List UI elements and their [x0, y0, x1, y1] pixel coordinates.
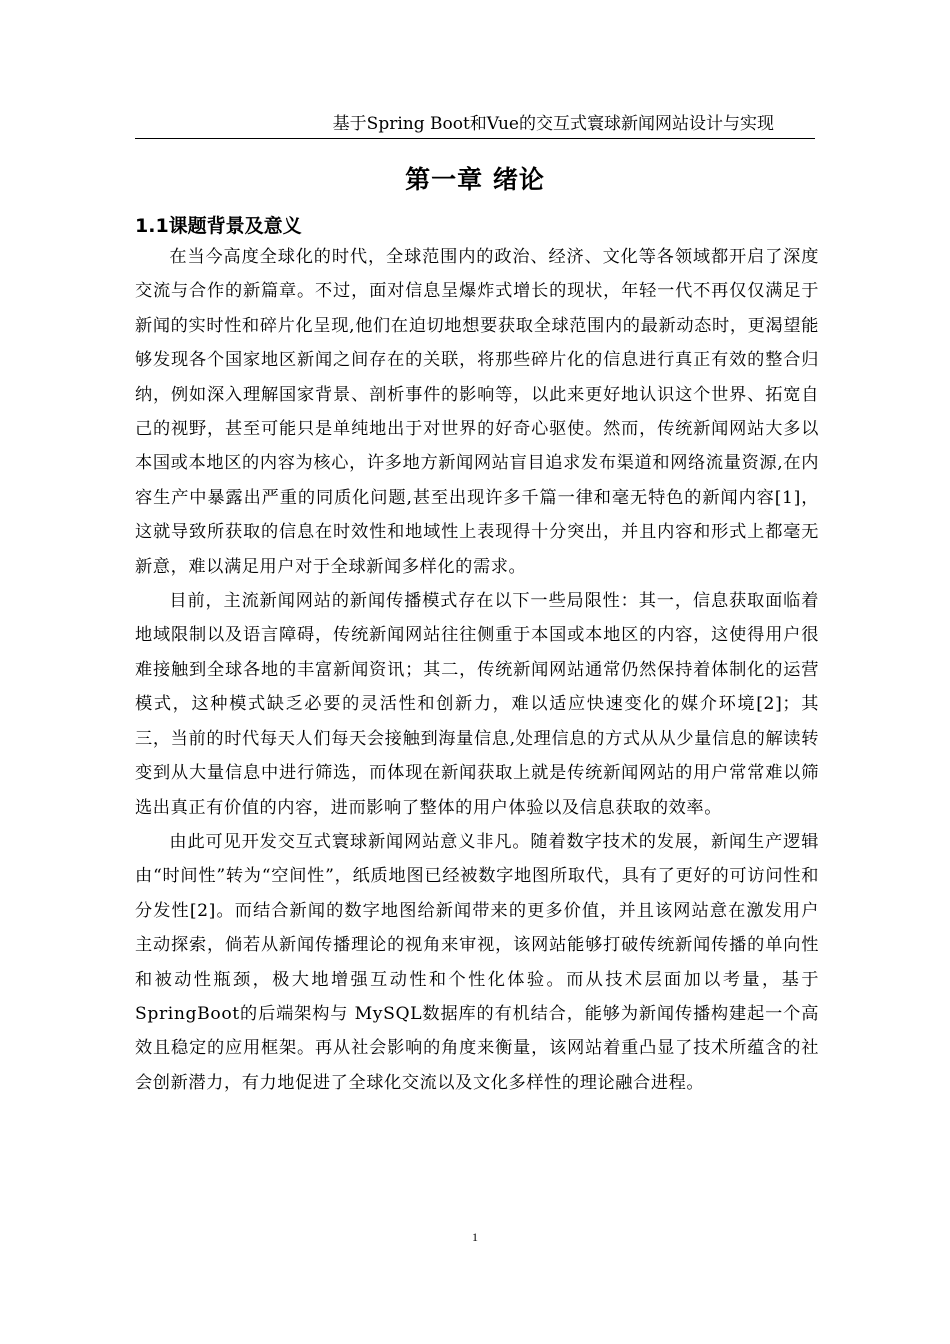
body-text — [135, 240, 819, 1100]
paragraph-background: 在当今高度全球化的时代，全球范围内的政治、经济、文化等各领域都开启了深度交流与合作的新篇章。不过，面对信息呈爆炸式增长的现状，年轻一代不再仅仅满足于新闻的实时性和碎片化呈现,他们在迫切地想要获取全球范围内的最新动态时，更渴望能够发现各个国家地区新闻之间存在的关联，将那些碎片化的信息进行真正有效的整合归纳，例如深入理解国家背景、剖析事件的影响等，以此来更好地认识这个世界、拓宽自己的视野，甚至可能只是单纯地出于对世界的好奇心驱使。然而，传统新闻网站大多以本国或本地区的内容为核心，许多地方新闻网站盲目追求发布渠道和网络流量资源,在内容生产中暴露出严重的同质化问题,甚至出现许多千篇一律和毫无特色的新闻内容[1]，这就导致所获取的信息在时效性和地域性上表现得十分突出，并且内容和形式上都毫无新意，难以满足用户对于全球新闻多样化的需求。 — [135, 247, 819, 577]
running-header-title: 基于Spring Boot和Vue的交互式寰球新闻网站设计与实现 — [332, 114, 774, 134]
running-header — [135, 112, 815, 139]
paragraph-limitations: 目前，主流新闻网站的新闻传播模式存在以下一些局限性：其一，信息获取面临着地域限制以及语言障碍，传统新闻网站往往侧重于本国或本地区的内容，这使得用户很难接触到全球各地的丰富新闻资讯；其二，传统新闻网站通常仍然保持着体制化的运营模式，这种模式缺乏必要的灵活性和创新力，难以适应快速变化的媒介环境[2]；其三，当前的时代每天人们每天会接触到海量信息,处理信息的方式从从少量信息的解读转变到从大量信息中进行筛选，而体现在新闻获取上就是传统新闻网站的用户常常难以筛选出真正有价值的内容，进而影响了整体的用户体验以及信息获取的效率。 — [135, 591, 819, 818]
paragraph-significance: 由此可见开发交互式寰球新闻网站意义非凡。随着数字技术的发展，新闻生产逻辑 由“时间性”转为“空间性”，纸质地图已经被数字地图所取代，具有了更好的可访问性和分发性[2]。而结合新闻的数字地图给新闻带来的更多价值，并且该网站意在激发用户主动探索，倘若从新闻传播理论的视角来审视，该网站能够打破传统新闻传播的单向性和被动性瓶颈，极大地增强互动性和个性化体验。而从技术层面加以考量，基于 SpringBoot的后端架构与 MySQL数据库的有机结合，能够为新闻传播构建起一个高效且稳定的应用框架。再从社会影响的角度来衡量，该网站着重凸显了技术所蕴含的社会创新潜力，有力地促进了全球化交流以及文化多样性的理论融合进程。 — [135, 831, 819, 1093]
page-number: 1 — [472, 1230, 478, 1244]
chapter-title: 第一章 绪论 — [405, 165, 545, 194]
section-title: 1.1课题背景及意义 — [135, 215, 302, 237]
